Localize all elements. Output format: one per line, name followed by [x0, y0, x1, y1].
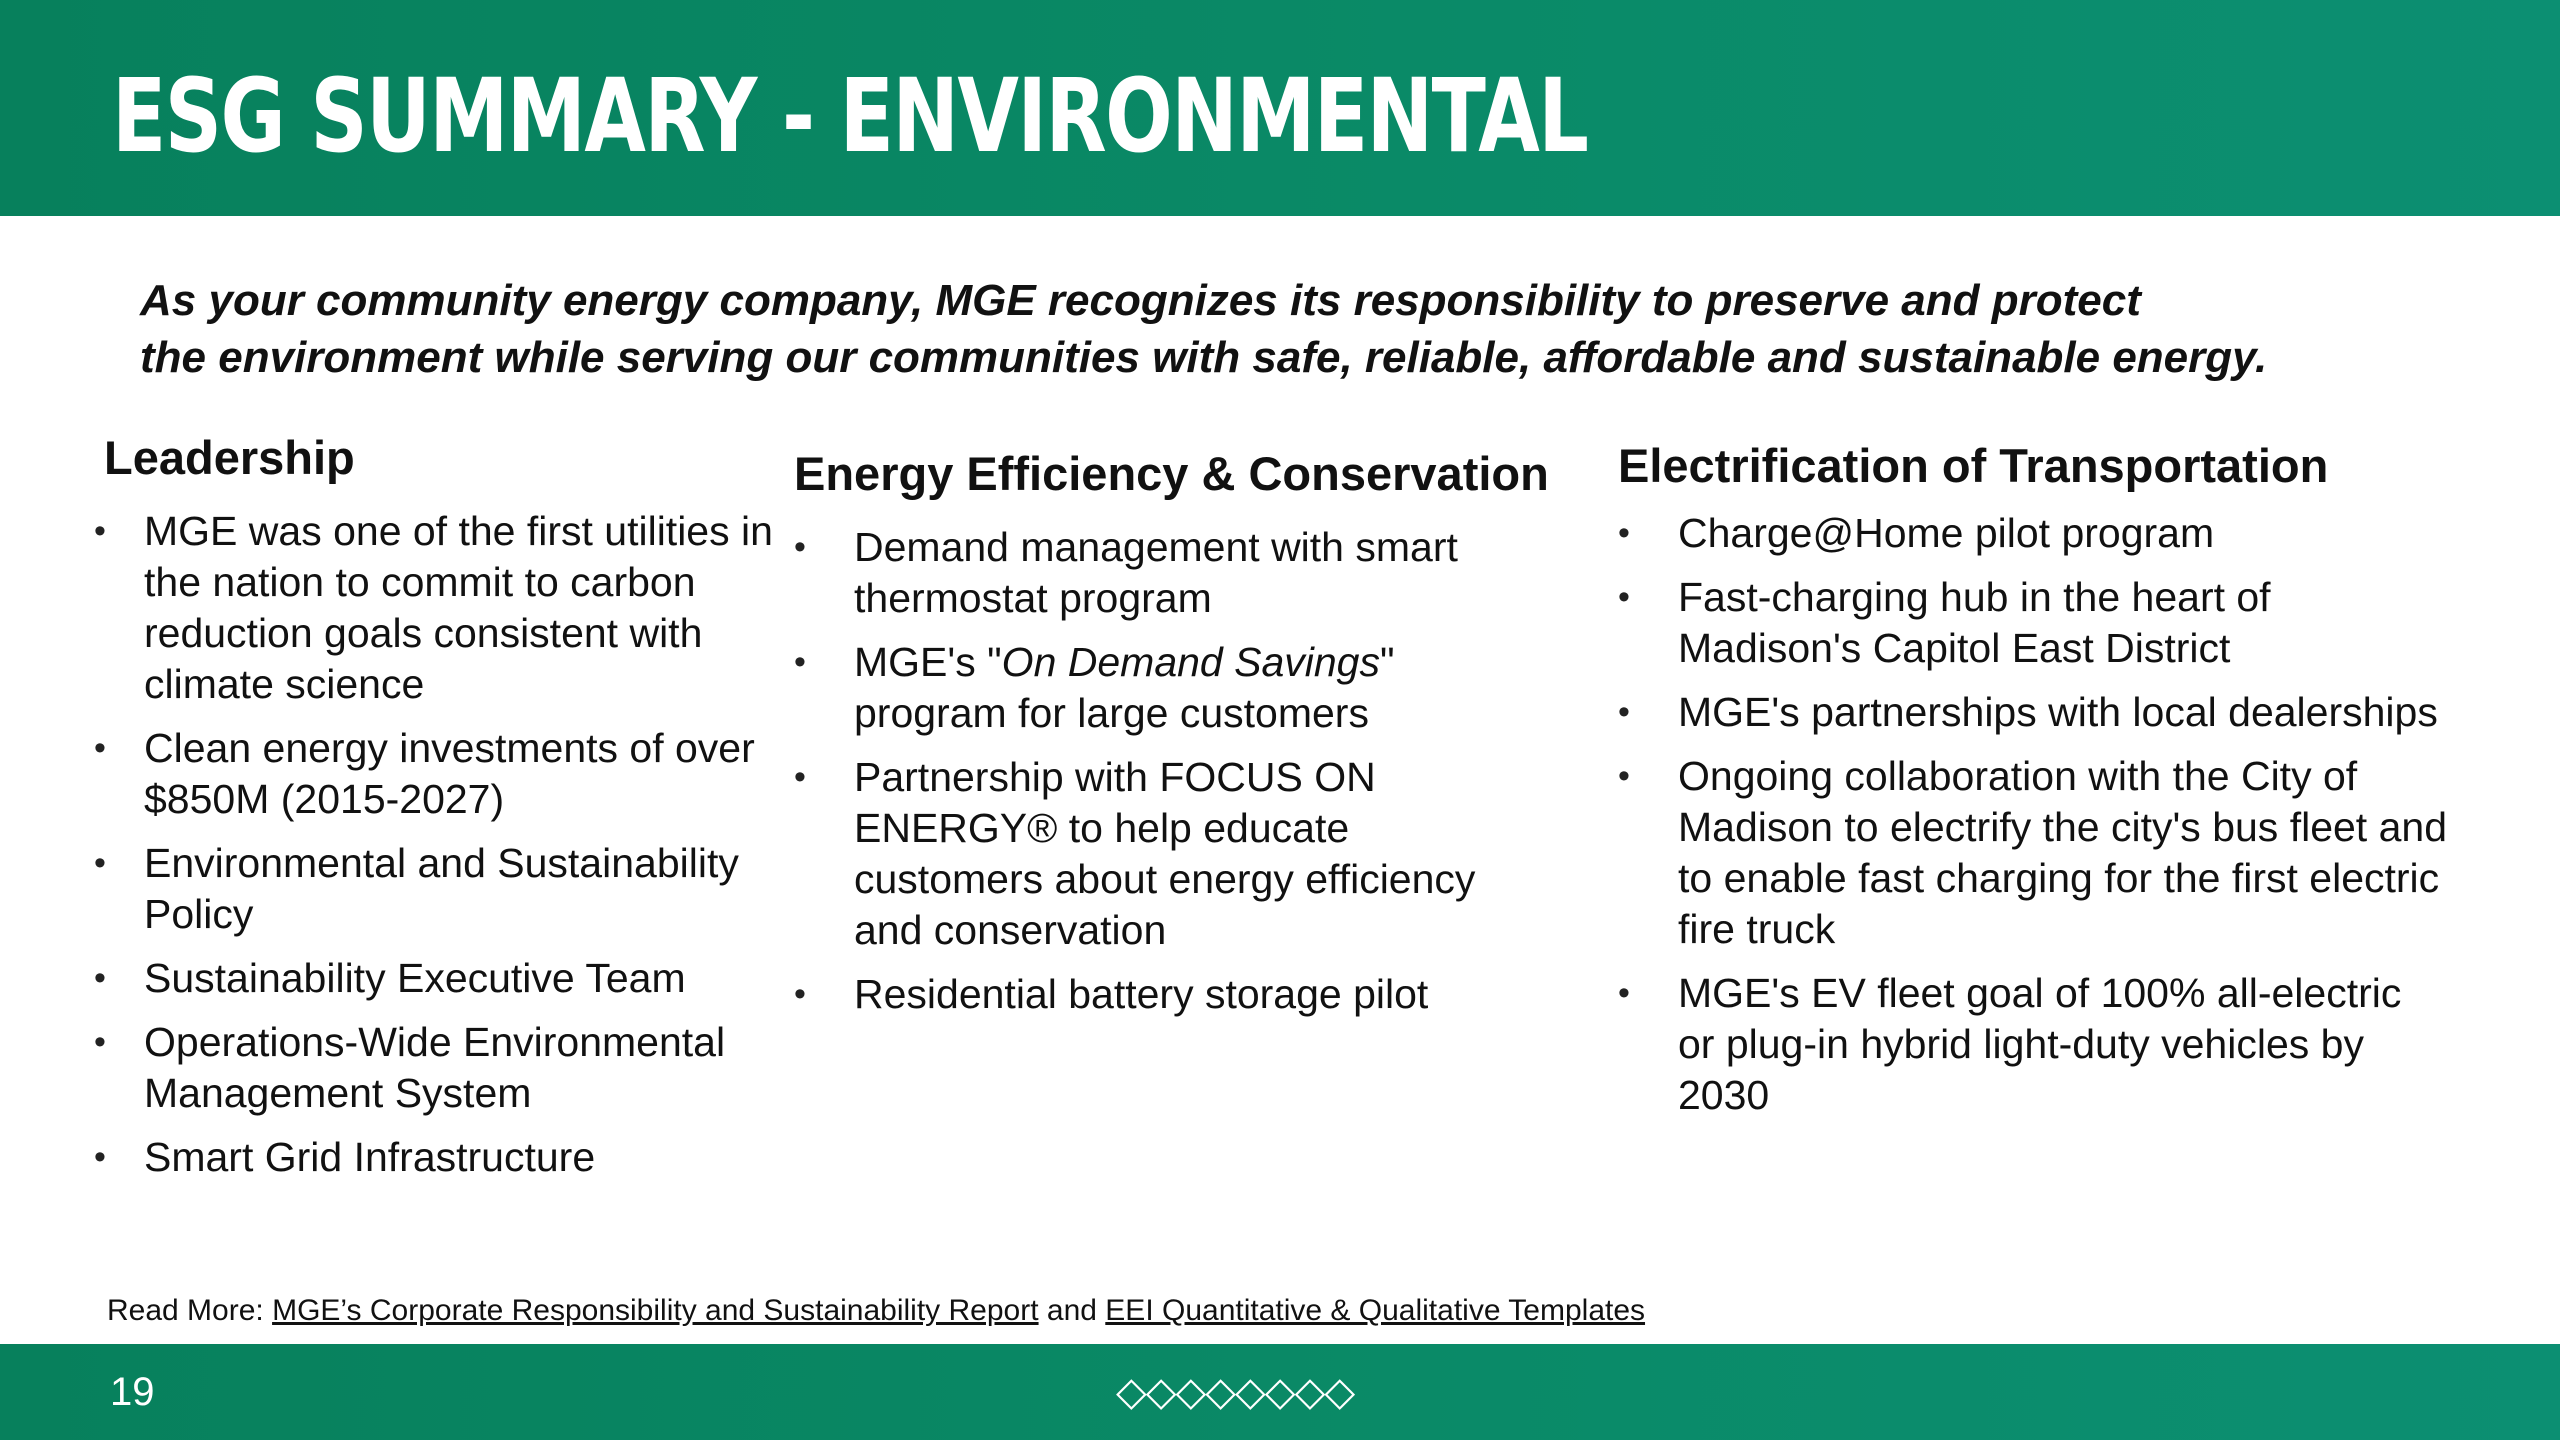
bullet-icon: •: [794, 975, 806, 1013]
read-more-connector: and: [1038, 1294, 1106, 1327]
list-item: [1618, 687, 2448, 738]
bullet-icon: •: [94, 959, 106, 997]
bullet-icon: •: [94, 512, 106, 550]
list-item-text: Demand management with smart thermostat program: [854, 524, 1458, 621]
bullet-icon: •: [794, 643, 806, 681]
sustainability-report-link[interactable]: MGE’s Corporate Responsibility and Sustainability Report: [272, 1294, 1039, 1327]
page-title: ESG SUMMARY - ENVIRONMENTAL: [112, 57, 1588, 176]
list-item: [1618, 968, 2448, 1121]
list-item-text: MGE's "On Demand Savings" program for large customers: [854, 639, 1395, 736]
list-item-text: Residential battery storage pilot: [854, 971, 1429, 1017]
bullet-icon: •: [94, 1138, 106, 1176]
bullet-icon: •: [94, 1023, 106, 1061]
bullet-icon: •: [1618, 757, 1630, 795]
bullet-icon: •: [1618, 693, 1630, 731]
bullet-icon: •: [94, 844, 106, 882]
leadership-list: [94, 506, 774, 1183]
electrification-column: [1618, 436, 2448, 1134]
header-banner: [0, 0, 2560, 216]
energy-efficiency-list: [794, 522, 1534, 1020]
eei-templates-link[interactable]: EEI Quantitative & Qualitative Templates: [1105, 1294, 1646, 1327]
list-item: [94, 953, 774, 1004]
list-item: [794, 637, 1534, 739]
intro-line-1: As your community energy company, MGE recognizes its responsibility to preserve and protect: [140, 276, 2141, 325]
list-item: [94, 1017, 774, 1119]
list-item-text: Environmental and Sustainability Policy: [144, 840, 739, 937]
bullet-icon: •: [94, 729, 106, 767]
list-item: [94, 838, 774, 940]
list-item-text: Sustainability Executive Team: [144, 955, 686, 1001]
diamond-ornament-icon: ◇◇◇◇◇◇◇◇: [1116, 1369, 1355, 1415]
electrification-heading: Electrification of Transportation: [1618, 439, 2329, 492]
list-item: [94, 1132, 774, 1183]
list-item-text: Charge@Home pilot program: [1678, 510, 2215, 556]
intro-statement: [140, 272, 2440, 386]
bullet-icon: •: [794, 528, 806, 566]
energy-efficiency-column: [794, 444, 1549, 1033]
list-item: [1618, 508, 2448, 559]
footer-bar: [0, 1344, 2560, 1440]
list-item-text: Partnership with FOCUS ON ENERGY® to help educate customers about energy efficiency and conservation: [854, 754, 1476, 953]
list-item-text: MGE's EV fleet goal of 100% all-electric or plug-in hybrid light-duty vehicles by 2030: [1678, 970, 2402, 1118]
page-number: 19: [110, 1370, 155, 1414]
bullet-icon: •: [794, 758, 806, 796]
bullet-icon: •: [1618, 578, 1630, 616]
list-item: [94, 506, 774, 710]
list-item: [794, 969, 1534, 1020]
list-item: [1618, 572, 2448, 674]
list-item: [94, 723, 774, 825]
list-item-text: Clean energy investments of over $850M (2015-2027): [144, 725, 755, 822]
bullet-icon: •: [1618, 974, 1630, 1012]
list-item-text: Smart Grid Infrastructure: [144, 1134, 596, 1180]
list-item-text: MGE was one of the first utilities in the nation to commit to carbon reduction goals consistent with climate science: [144, 508, 773, 707]
list-item: [1618, 751, 2448, 955]
list-item: [794, 752, 1534, 956]
bullet-icon: •: [1618, 514, 1630, 552]
read-more-prefix: Read More:: [107, 1294, 273, 1327]
energy-efficiency-heading: Energy Efficiency & Conservation: [794, 447, 1549, 500]
list-item-text: Fast-charging hub in the heart of Madison's Capitol East District: [1678, 574, 2271, 671]
leadership-column: [94, 428, 774, 1196]
read-more: [107, 1292, 1645, 1330]
list-item: [794, 522, 1534, 624]
intro-line-2: the environment while serving our communities with safe, reliable, affordable and sustainable energy.: [140, 333, 2268, 382]
leadership-heading: Leadership: [104, 431, 355, 484]
list-item-text: Operations-Wide Environmental Management System: [144, 1019, 726, 1116]
list-item-text: Ongoing collaboration with the City of Madison to electrify the city's bus fleet and to enable fast charging for the first electric fire truck: [1678, 753, 2447, 952]
electrification-list: [1618, 508, 2448, 1121]
list-item-text: MGE's partnerships with local dealerships: [1678, 689, 2438, 735]
